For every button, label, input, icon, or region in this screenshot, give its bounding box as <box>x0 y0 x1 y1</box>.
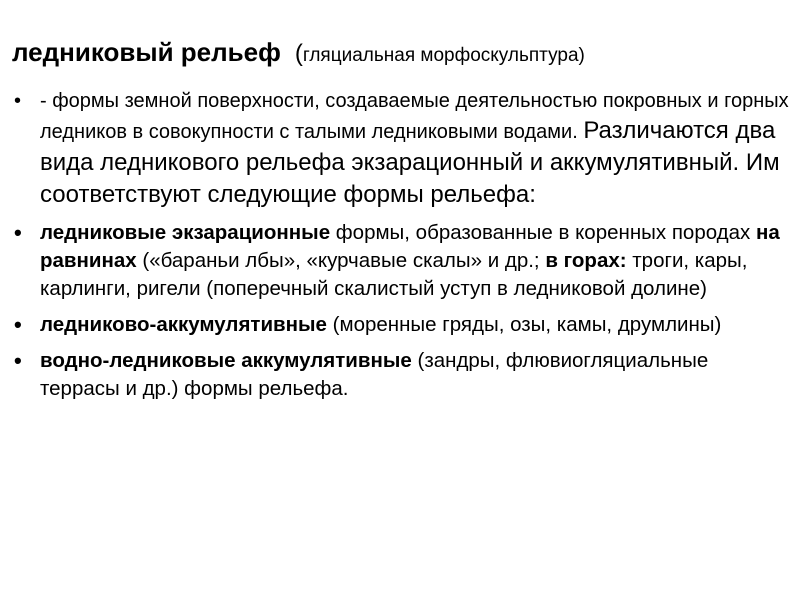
accumulative-text: (моренные гряды, озы, камы, друмлины) <box>332 313 722 336</box>
fluvioglacial-text: (зандры, флювиогляциальные террасы и др.) формы рельефа. <box>40 349 709 400</box>
definition-text: - формы земной поверхности, создаваемые деятельностью покровных и горных ледников в совокупности с талыми ледниковыми водами. <box>40 90 789 143</box>
title-paren-close: ) <box>578 45 585 66</box>
list-item-exaration <box>12 219 790 303</box>
definition-continuation: Различаются два вида ледникового рельефа экзарационный и аккумулятивный. Им соответствуют следующие формы рельефа: <box>40 117 780 208</box>
title-paren-open: ( <box>294 40 303 67</box>
bullet-icon: • <box>14 220 22 245</box>
term-exaration: ледниковые экзарационные <box>40 221 331 244</box>
slide-title <box>12 36 788 73</box>
list-item-accumulative <box>12 311 790 339</box>
title-subtitle: гляциальная морфоскульптура <box>302 45 579 66</box>
bullet-icon: • <box>14 90 22 112</box>
term-accumulative: ледниково-аккумулятивные <box>40 313 327 336</box>
title-main: ледниковый рельеф <box>12 37 281 67</box>
bullet-list <box>12 88 790 411</box>
exaration-text-2: («бараньи лбы», «курчавые скалы» и др.; <box>142 249 540 272</box>
exaration-text-3: троги, кары, карлинги, ригели (поперечный скалистый уступ в ледниковой долине) <box>40 249 748 300</box>
term-fluvioglacial: водно-ледниковые аккумулятивные <box>40 349 412 372</box>
list-item-definition <box>12 88 790 211</box>
exaration-bold-mountains: в горах: <box>545 249 627 272</box>
bullet-icon: • <box>14 312 22 337</box>
exaration-bold-plains: на равнинах <box>40 221 780 272</box>
list-item-fluvioglacial <box>12 347 790 403</box>
bullet-icon: • <box>14 348 22 373</box>
exaration-text-1: формы, образованные в коренных породах <box>335 221 751 244</box>
